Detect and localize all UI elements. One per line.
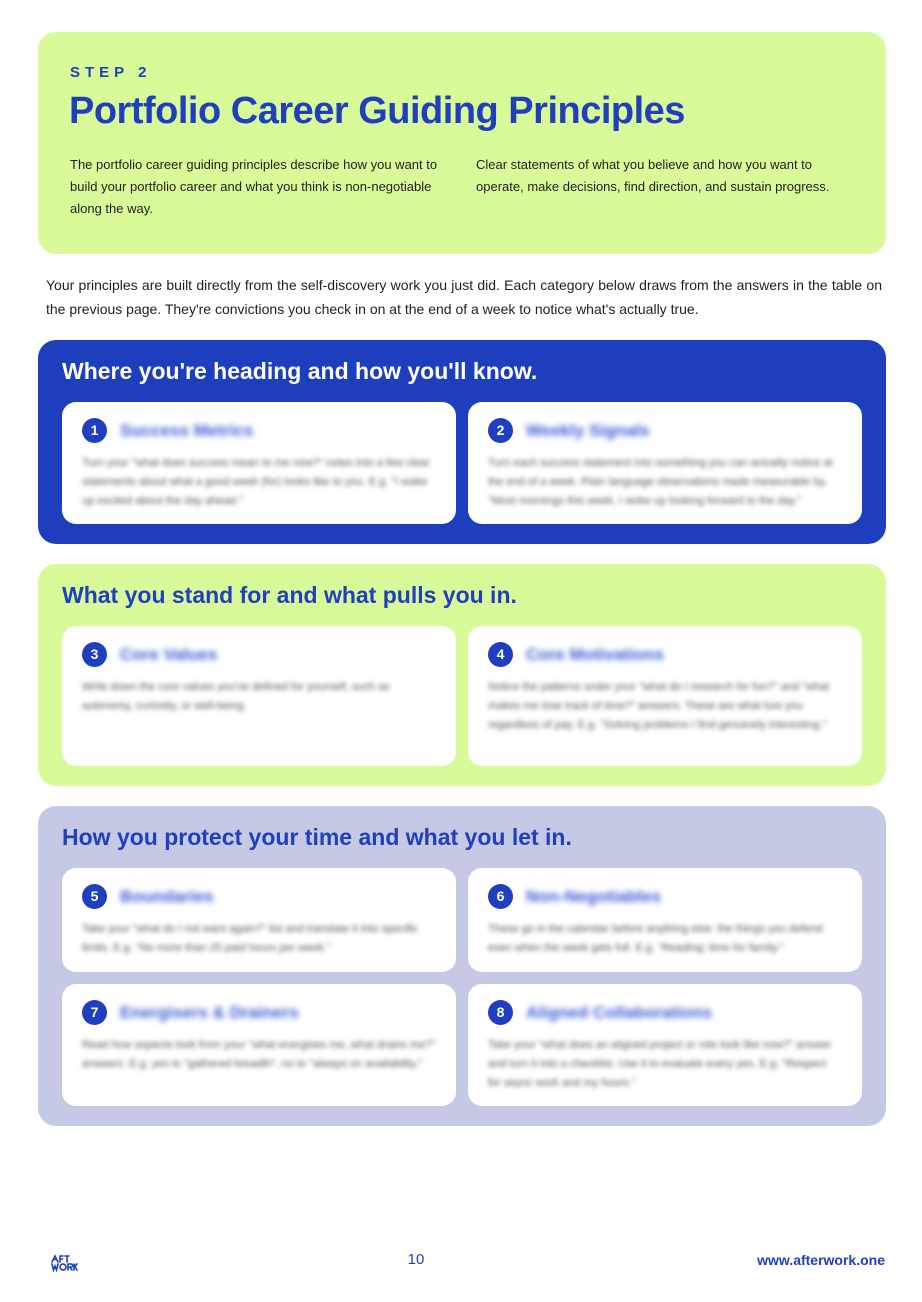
website-link[interactable]: www.afterwork.one — [757, 1252, 885, 1268]
card-non-negotiables — [468, 868, 862, 972]
card-weekly-signals — [468, 402, 862, 524]
card-body: These go in the calendar before anything else: the things you defend even when the week gets full. E.g. "Reading; time for family." — [488, 923, 823, 954]
page-title: Portfolio Career Guiding Principles — [69, 90, 685, 132]
card-title: Core Motivations — [526, 645, 664, 664]
card-title: Core Values — [120, 645, 218, 664]
section-time — [38, 806, 886, 1126]
card-title: Boundaries — [120, 887, 214, 906]
card-success-metrics — [62, 402, 456, 524]
section-title: How you protect your time and what you let in. — [62, 824, 572, 850]
card-core-motivations — [468, 626, 862, 766]
header-panel — [38, 32, 886, 254]
card-body: Take your "what do I not want again?" list and translate it into specific limits. E.g. "No more than 25 paid hours per week." — [82, 923, 419, 954]
afterwork-logo — [50, 1254, 78, 1272]
card-body: Notice the patterns under your "what do I research for fun?" and "what makes me lose track of time?" answers. These are what lure you regardless of pay. E.g. "Solving problems I find genuinely interesting." — [488, 681, 830, 731]
card-number-badge: 6 — [488, 884, 513, 909]
card-title: Energisers & Drainers — [120, 1003, 299, 1022]
card-title: Aligned Collaborations — [526, 1003, 713, 1022]
section-values — [38, 564, 886, 786]
card-body: Take your "what does an aligned project or role look like now?" answer and turn it into a checklist. Use it to evaluate every yes. E.g. "Respect for async work and my hours." — [488, 1039, 832, 1089]
card-energisers-drainers — [62, 984, 456, 1106]
card-title: Non-Negotiables — [526, 887, 662, 906]
card-body: Read how aspects look from your "what energises me, what drains me?" answers. E.g. yes to "gathered breadth", no to "always on availability." — [82, 1039, 436, 1070]
description-right: Clear statements of what you believe and how you want to operate, make decisions, find direction, and sustain progress. — [476, 157, 830, 194]
section-heading — [38, 340, 886, 544]
card-number-badge: 3 — [82, 642, 107, 667]
card-body: Turn your "what does success mean to me now?" notes into a few clear statements about what a good week (for) looks like to you. E.g. "I wake up excited about the day ahead." — [82, 457, 430, 507]
card-number-badge: 4 — [488, 642, 513, 667]
card-body: Write down the core values you've defined for yourself, such as autonomy, curiosity, or well-being. — [82, 681, 390, 712]
card-number-badge: 1 — [82, 418, 107, 443]
step-label: STEP 2 — [70, 64, 152, 81]
card-number-badge: 7 — [82, 1000, 107, 1025]
card-body: Turn each success statement into something you can actually notice at the end of a week. Plain language observations made measurable by. "Most mornings this week, I woke up looking forward to the day." — [488, 457, 833, 507]
card-title: Success Metrics — [120, 421, 254, 440]
intro-paragraph: Your principles are built directly from the self-discovery work you just did. Each category below draws from the answers in the table on the previous page. They're convictions you check in on at the end of a week to notice what's actually true. — [46, 277, 882, 317]
page-number: 10 — [407, 1251, 425, 1268]
section-title: What you stand for and what pulls you in. — [62, 582, 517, 608]
card-number-badge: 2 — [488, 418, 513, 443]
section-title: Where you're heading and how you'll know. — [62, 358, 538, 384]
card-number-badge: 5 — [82, 884, 107, 909]
card-title: Weekly Signals — [526, 421, 650, 440]
description-left: The portfolio career guiding principles describe how you want to build your portfolio career and what you think is non-negotiable along the way. — [70, 157, 438, 216]
card-core-values — [62, 626, 456, 766]
card-boundaries — [62, 868, 456, 972]
card-number-badge: 8 — [488, 1000, 513, 1025]
card-aligned-collaborations — [468, 984, 862, 1106]
